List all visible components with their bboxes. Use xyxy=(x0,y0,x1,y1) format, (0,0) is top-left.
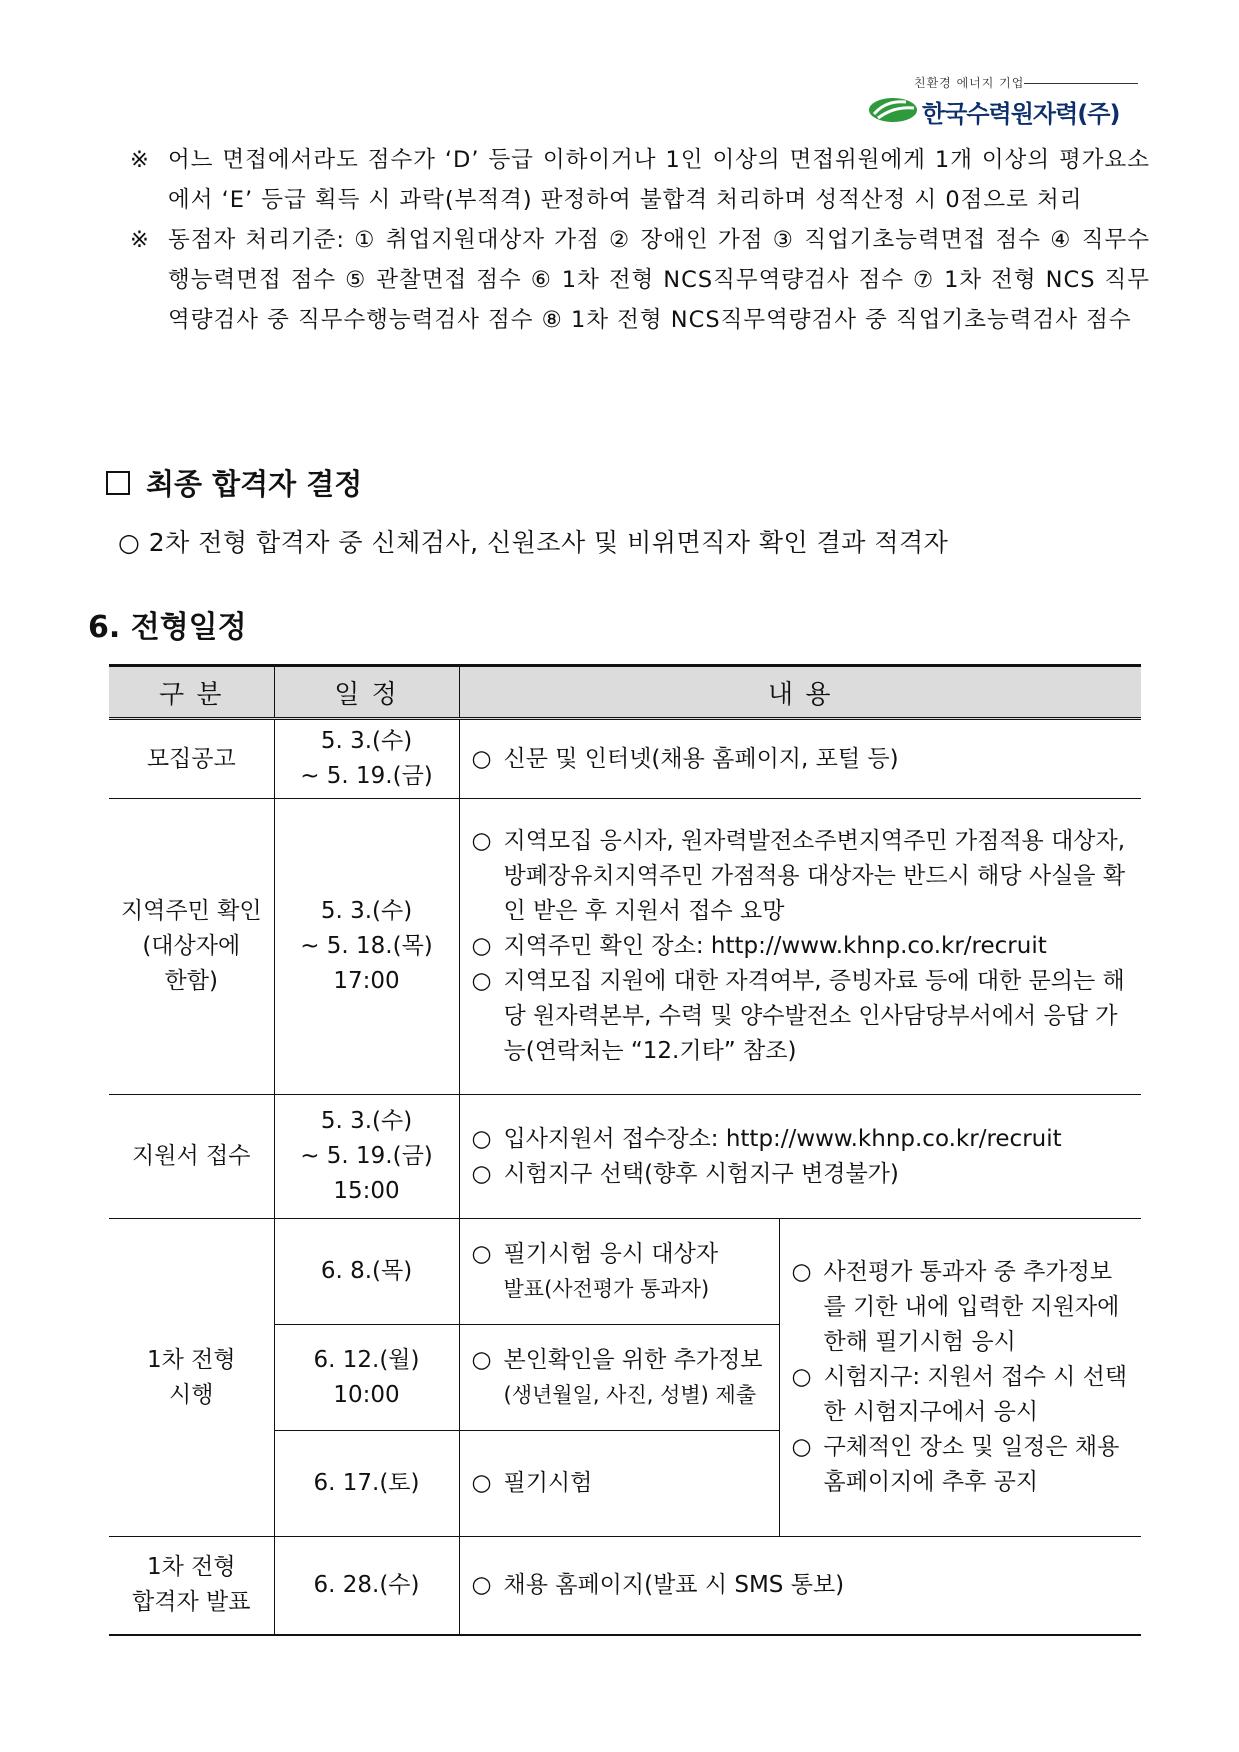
row-date: 5. 3.(수) ~ 5. 19.(금) 15:00 xyxy=(274,1095,459,1219)
note-item xyxy=(130,220,1150,340)
row-content xyxy=(459,1325,779,1431)
row-content xyxy=(459,1431,779,1537)
row-category: 1차 전형 시행 xyxy=(109,1219,274,1537)
row-content xyxy=(459,719,1141,799)
company-tagline: 친환경 에너지 기업 xyxy=(914,76,1025,90)
row-date: 6. 8.(목) xyxy=(274,1219,459,1325)
tagline-divider xyxy=(1024,83,1138,84)
content-item: ○ 지역모집 응시자, 원자력발전소주변지역주민 가점적용 대상자, 방폐장유치지역주민 가점적용 대상자는 반드시 해당 사실을 확인 받은 후 지원서 접수 요망 xyxy=(472,824,1132,929)
header-category: 구 분 xyxy=(109,666,274,719)
row-date: 6. 12.(월) 10:00 xyxy=(274,1325,459,1431)
note-mark: ※ xyxy=(130,147,150,173)
schedule-table xyxy=(109,664,1141,1636)
content-item: ○ 채용 홈페이지(발표 시 SMS 통보) xyxy=(472,1568,1132,1603)
row-date: 6. 17.(토) xyxy=(274,1431,459,1537)
row-content xyxy=(459,799,1141,1095)
notes xyxy=(130,140,1150,340)
square-bullet-icon xyxy=(106,471,130,495)
khnp-logo-icon xyxy=(868,96,918,124)
content-item: ○ 필기시험 xyxy=(472,1466,769,1501)
content-item: ○ 사전평가 통과자 중 추가정보를 기한 내에 입력한 지원자에 한해 필기시험 응시 xyxy=(792,1255,1132,1360)
final-section-title: 최종 합격자 결정 xyxy=(106,462,362,503)
content-item: ○ 구체적인 장소 및 일정은 채용 홈페이지에 추후 공지 xyxy=(792,1430,1132,1500)
row-category: 모집공고 xyxy=(109,719,274,799)
final-section-bullet: ○ 2차 전형 합격자 중 신체검사, 신원조사 및 비위면직자 확인 결과 적격자 xyxy=(118,528,949,557)
row-date: 6. 28.(수) xyxy=(274,1537,459,1635)
content-item: ○ 지역주민 확인 장소: http://www.khnp.co.kr/recruit xyxy=(472,929,1132,964)
row-content xyxy=(459,1095,1141,1219)
content-item: ○ 지역모집 지원에 대한 자격여부, 증빙자료 등에 대한 문의는 해당 원자력본부, 수력 및 양수발전소 인사담당부서에서 응답 가능(연락처는 “12.기타” 참조) xyxy=(472,964,1132,1069)
note-text: 어느 면접에서라도 점수가 ‘D’ 등급 이하이거나 1인 이상의 면접위원에게 1개 이상의 평가요소에서 ‘E’ 등급 획득 시 과락(부적격) 판정하여 불합격 처리하며 성적산정 시 0점으로 처리 xyxy=(168,147,1150,213)
row-date: 5. 3.(수) ~ 5. 19.(금) xyxy=(274,719,459,799)
row-content xyxy=(459,1219,779,1325)
row-category: 지원서 접수 xyxy=(109,1095,274,1219)
schedule-heading: 6. 전형일정 xyxy=(88,610,247,645)
header-date: 일 정 xyxy=(274,666,459,719)
company-logo xyxy=(868,74,1140,128)
row-category: 지역주민 확인 (대상자에 한함) xyxy=(109,799,274,1095)
table-row xyxy=(109,1219,1141,1325)
header-content: 내 용 xyxy=(459,666,1141,719)
table-row xyxy=(109,799,1141,1095)
table-row xyxy=(109,1095,1141,1219)
content-item: ○ 시험지구 선택(향후 시험지구 변경불가) xyxy=(472,1157,1132,1192)
table-row xyxy=(109,719,1141,799)
table-row xyxy=(109,1537,1141,1635)
table-header-row xyxy=(109,666,1141,719)
row-content xyxy=(459,1537,1141,1635)
content-item: ○ 필기시험 응시 대상자 발표(사전평가 통과자) xyxy=(472,1237,769,1307)
note-item xyxy=(130,140,1150,220)
note-mark: ※ xyxy=(130,227,150,253)
row-side-content xyxy=(779,1219,1141,1537)
row-category: 1차 전형 합격자 발표 xyxy=(109,1537,274,1635)
content-item: ○ 신문 및 인터넷(채용 홈페이지, 포털 등) xyxy=(472,742,1132,777)
company-name: 한국수력원자력(주) xyxy=(922,100,1120,128)
row-date: 5. 3.(수) ~ 5. 18.(목) 17:00 xyxy=(274,799,459,1095)
content-item: ○ 입사지원서 접수장소: http://www.khnp.co.kr/recruit xyxy=(472,1122,1132,1157)
note-text: 동점자 처리기준: ① 취업지원대상자 가점 ② 장애인 가점 ③ 직업기초능력면접 점수 ④ 직무수행능력면접 점수 ⑤ 관찰면접 점수 ⑥ 1차 전형 NCS직무역량검사 점수 ⑦ 1차 전형 NCS 직무역량검사 중 직무수행능력검사 점수 ⑧ 1차 전형 NCS직무역량검사 중 직업기초능력검사 점수 xyxy=(168,227,1150,333)
content-item: ○ 시험지구: 지원서 접수 시 선택한 시험지구에서 응시 xyxy=(792,1360,1132,1430)
content-item: ○ 본인확인을 위한 추가정보 (생년월일, 사진, 성별) 제출 xyxy=(472,1343,769,1413)
